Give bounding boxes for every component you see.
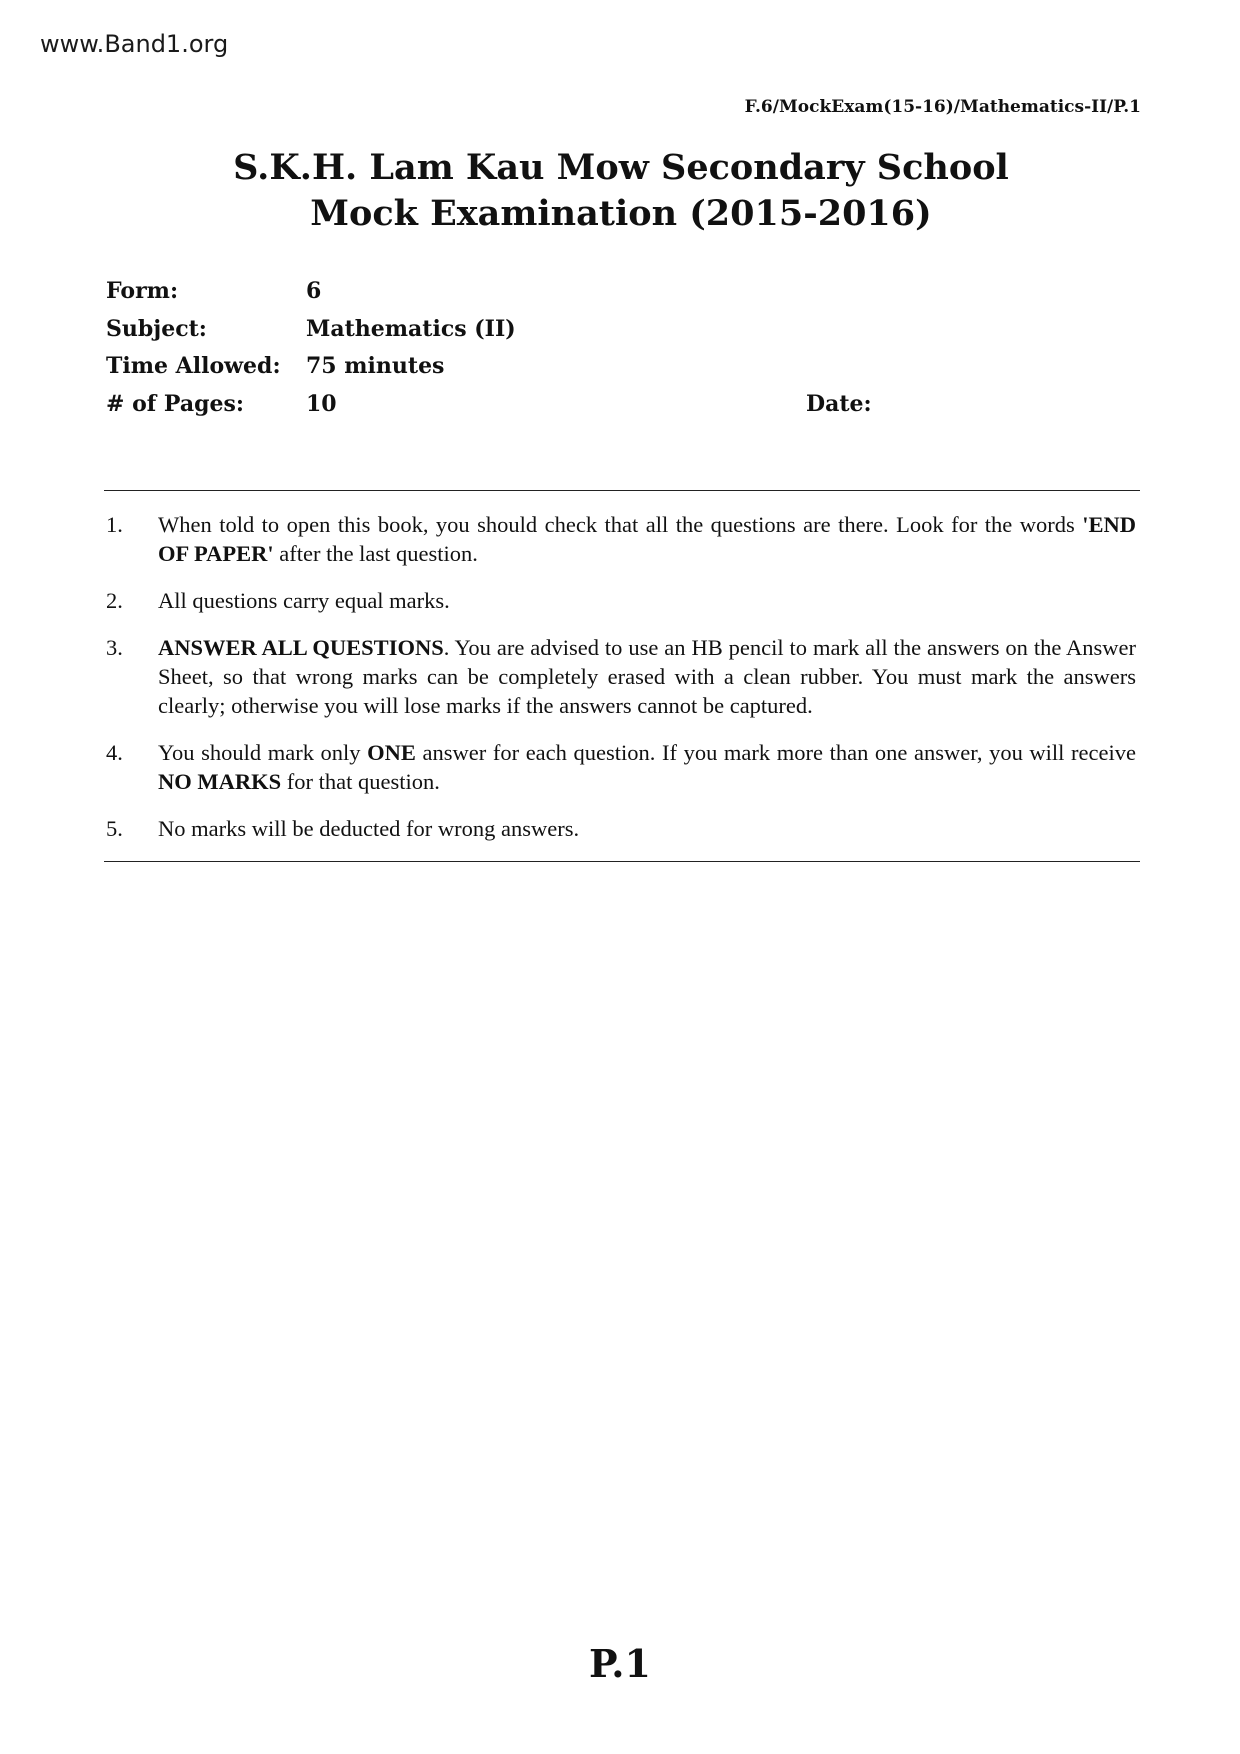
instruction-text: answer for each question. If you mark more than one answer, you will receive bbox=[415, 740, 1136, 765]
instruction-number: 2. bbox=[106, 588, 123, 613]
instruction-emphasis: ANSWER ALL QUESTIONS bbox=[158, 635, 444, 660]
header-reference: F.6/MockExam(15-16)/Mathematics-II/P.1 bbox=[744, 97, 1141, 117]
watermark-url: www.Band1.org bbox=[40, 30, 229, 58]
pages-value: 10 bbox=[306, 390, 337, 417]
instruction-emphasis: 'END OF PAPER' bbox=[158, 512, 1136, 566]
exam-title: Mock Examination (2015-2016) bbox=[310, 193, 932, 234]
divider-bottom bbox=[104, 861, 1140, 862]
instruction-text: . You are advised to use an HB pencil to mark all the answers on the Answer Sheet, so that wrong marks can be completely erased with a clean rubber. You must mark the answers clearly; otherwise you will lose marks if the answers cannot be captured. bbox=[158, 635, 1136, 718]
info-row-time bbox=[106, 353, 1146, 391]
exam-info bbox=[106, 278, 1146, 428]
info-row-form bbox=[106, 278, 1146, 316]
school-name: S.K.H. Lam Kau Mow Secondary School bbox=[233, 147, 1009, 188]
pages-label: # of Pages: bbox=[106, 390, 244, 417]
page-number: P.1 bbox=[589, 1641, 651, 1686]
instruction-item bbox=[106, 586, 1136, 615]
subject-value: Mathematics (II) bbox=[306, 315, 516, 342]
time-allowed-label: Time Allowed: bbox=[106, 353, 281, 379]
form-value: 6 bbox=[306, 278, 322, 304]
instruction-text: All questions carry equal marks. bbox=[158, 588, 450, 613]
instruction-number: 3. bbox=[106, 635, 123, 660]
instruction-number: 5. bbox=[106, 816, 123, 841]
instruction-item bbox=[106, 510, 1136, 568]
date-label: Date: bbox=[806, 390, 872, 417]
info-row-subject bbox=[106, 316, 1146, 354]
time-allowed-value: 75 minutes bbox=[306, 353, 445, 379]
instruction-item bbox=[106, 738, 1136, 796]
divider-top bbox=[104, 490, 1140, 491]
instruction-text: for that question. bbox=[281, 769, 440, 794]
info-row-pages bbox=[106, 391, 1146, 429]
subject-label: Subject: bbox=[106, 315, 207, 342]
instruction-text: You should mark only bbox=[158, 740, 368, 765]
instruction-text: When told to open this book, you should check that all the questions are there. Look for the words bbox=[158, 512, 1083, 537]
instruction-number: 4. bbox=[106, 740, 123, 765]
instruction-text: No marks will be deducted for wrong answers. bbox=[158, 816, 580, 841]
form-label: Form: bbox=[106, 278, 179, 304]
instruction-emphasis: ONE bbox=[367, 740, 416, 765]
instruction-item bbox=[106, 814, 1136, 843]
title-block bbox=[0, 145, 1240, 237]
instruction-text: after the last question. bbox=[273, 541, 478, 566]
instruction-emphasis: NO MARKS bbox=[158, 769, 282, 794]
instructions-list bbox=[106, 510, 1136, 861]
instruction-item bbox=[106, 633, 1136, 720]
instruction-number: 1. bbox=[106, 512, 123, 537]
